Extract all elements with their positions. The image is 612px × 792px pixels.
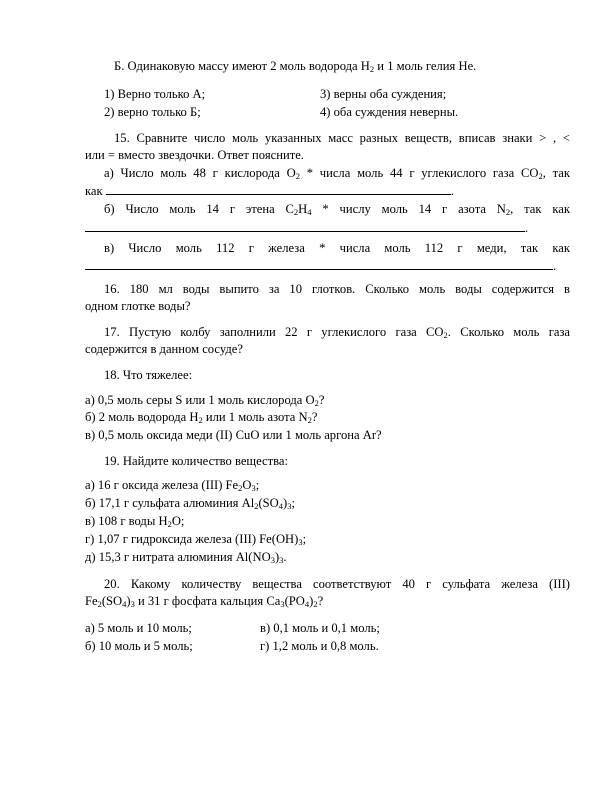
option-3: 3) верны оба суждения; bbox=[320, 87, 447, 101]
answer-blank[interactable] bbox=[85, 220, 525, 232]
q15a-line-2: как . bbox=[85, 184, 454, 198]
q18-title: 18. Что тяжелее: bbox=[104, 368, 193, 382]
q20-option-b: б) 10 моль и 5 моль; bbox=[85, 639, 193, 653]
q20-line-2: $Fe_2(SO_4)_3$ и 31 г фосфата кальция $Ca_3(PO_4)_2$? bbox=[85, 594, 324, 609]
answer-blank[interactable] bbox=[106, 183, 451, 195]
option-4: 4) оба суждения неверны. bbox=[320, 105, 459, 119]
q15-line-2: или = вместо звездочки. Ответ поясните. bbox=[85, 148, 304, 162]
option-1: 1) Верно только А; bbox=[104, 87, 206, 101]
q19-b: б) 17,1 г сульфата алюминия $Al_2(SO_4)_3$; bbox=[85, 496, 295, 511]
q20-option-g: г) 1,2 моль и 0,8 моль. bbox=[260, 639, 379, 653]
q15-line-1: 15. Сравните число моль указанных масс разных веществ, вписав знаки > , < bbox=[114, 131, 570, 145]
q15c-line-2: . bbox=[85, 258, 556, 274]
q17-line-1: 17. Пустую колбу заполнили 22 г углекислого газа $CO_2$. Сколько моль газа bbox=[104, 325, 571, 340]
q18-b: б) 2 моль водорода $H_2$ или 1 моль азота $N_2$? bbox=[85, 410, 318, 425]
q18-a: а) 0,5 моль серы S или 1 моль кислорода $O_2$? bbox=[85, 393, 325, 408]
q20-line-1: 20. Какому количеству вещества соответствуют 40 г сульфата железа (III) bbox=[104, 577, 570, 591]
option-2: 2) верно только Б; bbox=[104, 105, 201, 119]
q15b-line-2: . bbox=[85, 220, 528, 236]
q16-line-1: 16. 180 мл воды выпито за 10 глотков. Сколько моль воды содержится в bbox=[104, 282, 570, 296]
q15c-line-1: в) Число моль 112 г железа * числа моль 112 г меди, так как bbox=[104, 241, 570, 255]
q19-e: д) 15,3 г нитрата алюминия $Al(NO_3)_3$. bbox=[85, 550, 287, 565]
q16-line-2: одном глотке воды? bbox=[85, 299, 191, 313]
statement-b: Б. Одинаковую массу имеют 2 моль водорода $H_2$ и 1 моль гелия He. bbox=[114, 59, 477, 74]
q20-option-v: в) 0,1 моль и 0,1 моль; bbox=[260, 621, 380, 635]
q17-line-2: содержится в данном сосуде? bbox=[85, 342, 243, 356]
answer-blank[interactable] bbox=[85, 258, 553, 270]
q20-option-a: а) 5 моль и 10 моль; bbox=[85, 621, 192, 635]
q19-title: 19. Найдите количество вещества: bbox=[104, 454, 288, 468]
q15a-line-1: а) Число моль 48 г кислорода $O_2$ * числа моль 44 г углекислого газа $CO_2$, так bbox=[104, 166, 570, 181]
q18-c: в) 0,5 моль оксида меди (II) CuO или 1 моль аргона Ar? bbox=[85, 428, 382, 442]
q19-c: в) 108 г воды $H_2O$; bbox=[85, 514, 185, 529]
q19-d: г) 1,07 г гидроксида железа (III) $Fe(OH)_3$; bbox=[85, 532, 307, 547]
q15b-line-1: б) Число моль 14 г этена $C_2H_4$ * числу моль 14 г азота $N_2$, так как bbox=[104, 202, 570, 217]
q19-a: а) 16 г оксида железа (III) $Fe_2O_3$; bbox=[85, 478, 260, 493]
